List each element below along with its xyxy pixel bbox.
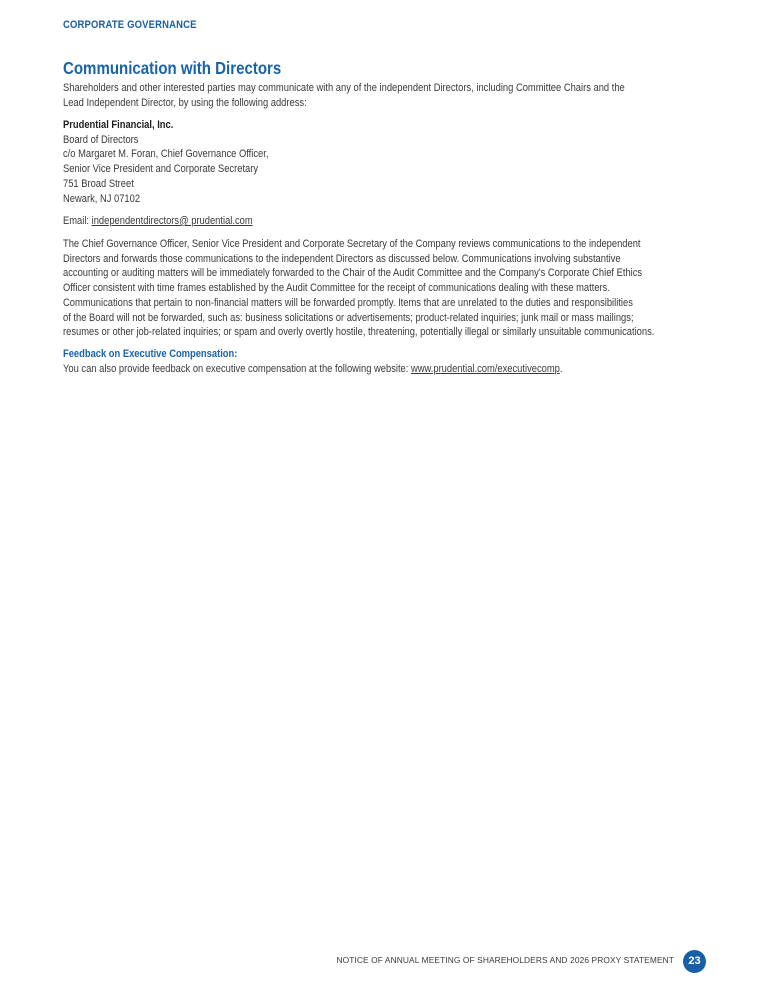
feedback-heading: Feedback on Executive Compensation:: [63, 348, 238, 360]
address-line: Board of Directors: [63, 133, 139, 146]
body-line: Directors and forwards those communications to the independent Directors as discussed below. Communications involving substantive: [63, 252, 621, 265]
page-number-badge: 23: [683, 950, 706, 973]
feedback-section: [63, 347, 562, 376]
email-label: Email:: [63, 215, 92, 227]
address-line: Senior Vice President and Corporate Secretary: [63, 163, 259, 176]
body-line: of the Board will not be forwarded, such as: business solicitations or advertisements; product-related inquiries; junk mail or mass mailings;: [63, 311, 634, 324]
body-line: accounting or auditing matters will be immediately forwarded to the Chair of the Audit Committee and the Company's Corporate Chief Ethics: [63, 267, 643, 280]
address-line: c/o Margaret M. Foran, Chief Governance Officer,: [63, 148, 269, 161]
body-line: Communications that pertain to non-financial matters will be forwarded promptly. Items that are unrelated to the duties and responsibilities: [63, 296, 633, 309]
executive-comp-link[interactable]: www.prudential.com/executivecomp: [410, 362, 560, 375]
email-line: [63, 214, 253, 229]
intro-line: Lead Independent Director, by using the following address:: [63, 96, 307, 109]
body-line: resumes or other job-related inquiries; or spam and overly overtly hostile, threatening, potentially illegal or similarly unsuitable communications.: [63, 326, 655, 339]
body-line: Officer consistent with time frames established by the Audit Committee for the receipt of communications dealing with these matters.: [63, 282, 610, 295]
feedback-text: You can also provide feedback on executive compensation at the following website:: [63, 362, 411, 375]
address-line: 751 Broad Street: [63, 177, 134, 190]
section-header: CORPORATE GOVERNANCE: [63, 19, 197, 31]
intro-paragraph: [63, 81, 625, 110]
email-link[interactable]: independentdirectors@ prudential.com: [91, 215, 253, 227]
footer-text: NOTICE OF ANNUAL MEETING OF SHAREHOLDERS AND 2026 PROXY STATEMENT: [336, 955, 674, 965]
address-line: Newark, NJ 07102: [63, 192, 141, 205]
body-line: The Chief Governance Officer, Senior Vice President and Corporate Secretary of the Company reviews communications to the independent: [63, 238, 641, 250]
company-name: Prudential Financial, Inc.: [63, 119, 174, 131]
page-title: Communication with Directors: [63, 58, 282, 78]
mailing-address: [63, 118, 268, 206]
feedback-end: .: [559, 362, 563, 375]
body-paragraph: [63, 237, 654, 340]
intro-line: Shareholders and other interested parties may communicate with any of the independent Directors, including Committee Chairs and the: [63, 82, 625, 94]
